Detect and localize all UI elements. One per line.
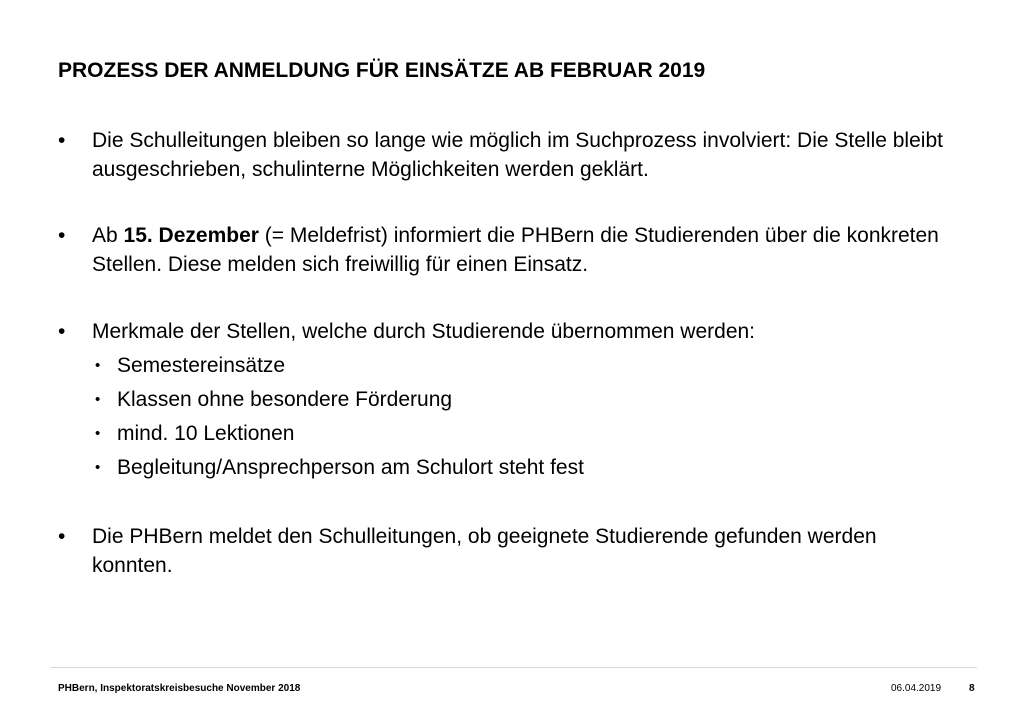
sub-bullet-text: Semestereinsätze [117, 354, 286, 377]
sub-bullet-text: Klassen ohne besondere Förderung [117, 388, 453, 411]
bullet-text: Die PHBern meldet den Schulleitungen, ob geeignete Studierende gefunden werden konnten. [92, 525, 877, 577]
deadline-date: 15. Dezember [123, 224, 259, 247]
sub-bullet-marker: • [95, 459, 101, 476]
bullet-text: Merkmale der Stellen, welche durch Studierende übernommen werden: [92, 320, 756, 343]
bullet-item [58, 221, 958, 279]
sub-bullet-marker: • [95, 357, 101, 374]
sub-bullet-text: mind. 10 Lektionen [117, 422, 295, 445]
footer-divider [50, 667, 977, 668]
bullet-text-suffix: (= Meldefrist) informiert die PHBern die Studierenden über die konkreten Stellen. Diese melden sich freiwillig für einen Einsatz. [92, 224, 939, 276]
bullet-item [58, 126, 958, 184]
footer-date: 06.04.2019 [891, 683, 942, 694]
sub-bullet-item [95, 453, 584, 484]
bullet-text [92, 221, 958, 279]
slide-title: PROZESS DER ANMELDUNG FÜR EINSÄTZE AB FEBRUAR 2019 [58, 59, 706, 82]
page-number: 8 [969, 683, 975, 694]
sub-bullet-marker: • [95, 391, 101, 408]
bullet-marker: • [58, 224, 66, 247]
bullet-marker: • [58, 129, 66, 152]
bullet-text: Die Schulleitungen bleiben so lange wie möglich im Suchprozess involviert: Die Stelle bleibt ausgeschrieben, schulinterne Möglichkeiten werden geklärt. [92, 129, 943, 181]
sub-bullet-marker: • [95, 425, 101, 442]
sub-bullet-item [95, 385, 452, 416]
bullet-text-prefix: Ab [92, 224, 124, 247]
bullet-item [58, 317, 958, 346]
sub-bullet-text: Begleitung/Ansprechperson am Schulort steht fest [117, 456, 584, 479]
sub-bullet-item [95, 351, 285, 382]
footer-source: PHBern, Inspektoratskreisbesuche November 2018 [58, 683, 301, 694]
bullet-marker: • [58, 525, 66, 548]
bullet-marker: • [58, 320, 66, 343]
bullet-item [58, 522, 958, 580]
sub-bullet-item [95, 419, 294, 450]
